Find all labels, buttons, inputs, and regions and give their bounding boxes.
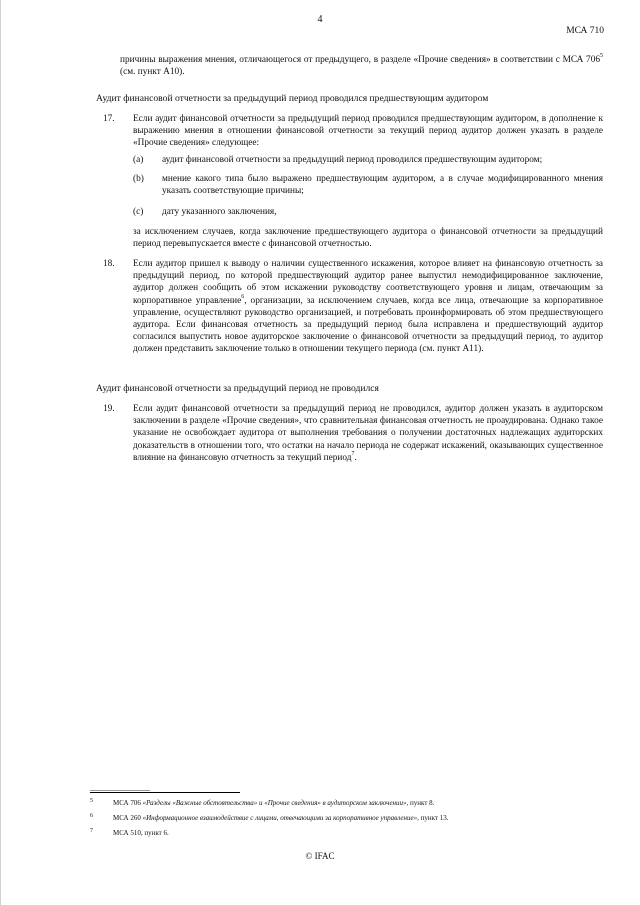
intro-text: причины выражения мнения, отличающегося от предыдущего, в разделе «Прочие сведения» в соответствии с МСА 706 [120,55,600,65]
footnote-pre: МСА 510, пункт 6. [113,829,169,837]
footnote-pre: МСА 260 [113,814,143,822]
footnote-post: , пункт 8. [406,799,435,807]
page-edge [0,0,1,905]
paragraph-number-18: 18. [103,259,115,269]
paragraph-19-text-b: . [354,452,357,463]
footnote-text [113,814,448,823]
intro-continuation [120,54,603,78]
footnote-number: 7 [90,828,93,834]
page-number: 4 [317,14,323,25]
item-a: аудит финансовой отчетности за предыдущий период проводился предшествующим аудитором; [162,155,543,165]
paragraph-number-17: 17. [103,114,115,124]
footnote-separator [90,792,240,793]
item-c: дату указанного заключения, [162,207,277,217]
paragraph-18-text-b: , организации, за исключением случаев, когда все лица, отвечающие за корпоративное управление, осуществляют руководство организацией, и потребовать проинформировать об этом предшествующего аудитора. Если финансовая отчетность за предыдущий период была исправлена и предшествующий аудитор согласился выпустить новое аудиторское заключение о финансовой отчетности за предыдущий период, то аудитор должен представить заключение только в отношении текущего периода (см. пункт А11). [133,295,603,355]
footnote-number: 6 [90,813,93,819]
document-code: МСА 710 [566,26,604,36]
footnote-number: 5 [90,798,93,804]
footnote-text [113,799,434,808]
section-heading-prior-auditor: Аудит финансовой отчетности за предыдущий период проводился предшествующим аудитором [96,93,489,104]
item-label-c: (c) [133,207,144,217]
footnote-rule-faint [90,790,150,791]
footnote-text [113,829,169,838]
paragraph-19-text-a: Если аудит финансовой отчетности за предыдущий период не проводился, аудитор должен указать в аудиторском заключении в разделе «Прочие сведения», что сравнительная финансовая отчетность не проаудирована. Однако такое указание не освобождает аудитора от выполнения требования о получении достаточных надлежащих аудиторских доказательств в отношении того, что остатки на начало периода не содержат искажений, оказывающих существенное влияние на финансовую отчетность за текущий период [133,404,603,463]
paragraph-17-closing: за исключением случаев, когда заключение предшествующего аудитора о финансовой отчетности за предыдущий период перевыпускается вместе с финансовой отчетностью. [133,227,603,250]
footnote-post: , пункт 13. [417,814,449,822]
paragraph-19 [133,403,603,464]
footnote-title: «Информационное взаимодействие с лицами, отвечающими за корпоративное управление» [142,814,418,822]
paragraph-18-text-a: Если аудитор пришел к выводу о наличии существенного искажения, которое влияет на финансовую отчетность за предыдущий период, по которой предшествующий аудитор ранее выпустил немодифицированное заключение, аудитор должен сообщить об этом искажении руководству соответствующего уровня и лицам, отвечающим за корпоративное управление [133,259,603,306]
paragraph-17: Если аудит финансовой отчетности за предыдущий период проводился предшествующим аудитором, в дополнение к выражению мнения в отношении финансовой отчетности за текущий период аудитор должен указать в разделе «Прочие сведения» следующее: [133,114,603,149]
item-label-b: (b) [133,174,144,184]
item-b: мнение какого типа было выражено предшествующим аудитором, а в случае модифицированного мнения указать соответствующие причины; [162,174,603,197]
footnote-ref-5: 5 [600,52,603,59]
item-label-a: (a) [133,155,144,165]
paragraph-number-19: 19. [103,404,115,414]
footnote-ref-7: 7 [351,450,355,457]
section-heading-not-audited: Аудит финансовой отчетности за предыдущий период не проводился [96,383,379,394]
footnote-ref-6: 6 [241,293,245,300]
footnote-pre: МСА 706 [113,799,143,807]
paragraph-18 [133,258,603,356]
footnote-title: «Разделы «Важные обстоятельства» и «Прочие сведения» в аудиторском заключении» [142,799,407,807]
intro-tail: (см. пункт А10). [120,67,185,78]
copyright-footer: © IFAC [305,851,335,861]
